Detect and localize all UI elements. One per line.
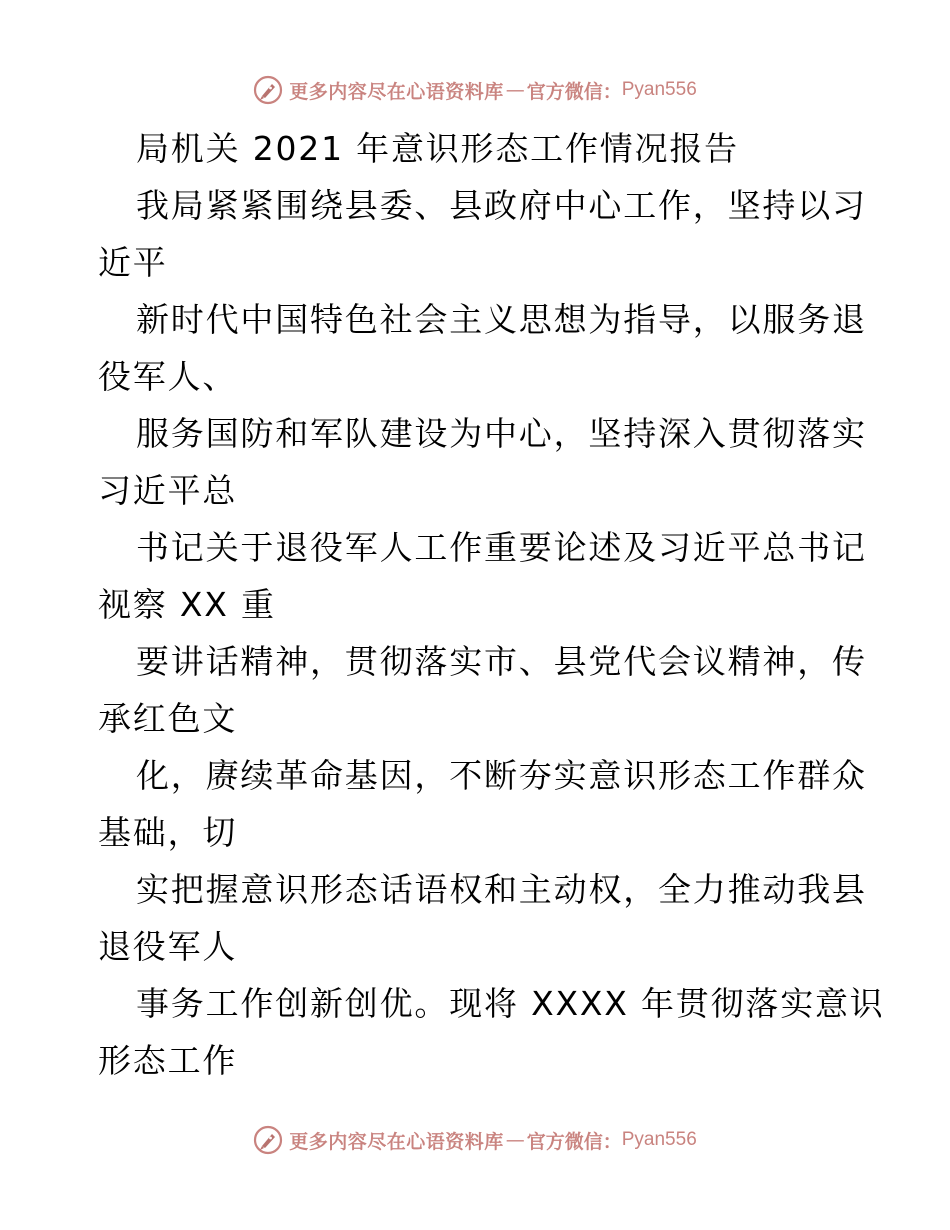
watermark-wechat-id: Pyan556 [621,1129,697,1150]
body-line: 退役军人 [98,927,238,966]
watermark-banner-bottom [0,1120,950,1160]
body-line: 形态工作 [98,1041,238,1080]
body-line: 事务工作创新创优。现将 XXXX 年贯彻落实意识 [136,984,885,1023]
body-line: 实把握意识形态话语权和主动权，全力推动我县 [136,870,867,909]
document-body [98,120,885,1089]
document-title: 局机关 2021 年意识形态工作情况报告 [136,129,739,168]
body-line: 近平 [98,243,168,282]
watermark-wechat-id: Pyan556 [621,79,697,100]
watermark-separator: — [505,79,525,101]
body-line: 役军人、 [98,357,238,396]
watermark-wechat-label: 官方微信： [526,80,622,103]
watermark-wechat-label: 官方微信： [526,1130,622,1153]
body-line: 我局紧紧围绕县委、县政府中心工作，坚持以习 [136,186,867,225]
watermark-brand-text: 更多内容尽在心语资料库 [289,80,504,103]
fountain-pen-logo-icon [253,75,283,105]
body-line: 要讲话精神，贯彻落实市、县党代会议精神，传 [136,642,867,681]
body-line: 新时代中国特色社会主义思想为指导，以服务退 [136,300,867,339]
body-line: 化，赓续革命基因，不断夯实意识形态工作群众 [136,756,867,795]
body-line: 习近平总 [98,471,238,510]
body-line: 视察 XX 重 [98,585,276,624]
body-line: 服务国防和军队建设为中心，坚持深入贯彻落实 [136,414,867,453]
watermark-brand-text: 更多内容尽在心语资料库 [289,1130,504,1153]
watermark-separator: — [505,1129,525,1151]
watermark-banner-top [0,70,950,110]
fountain-pen-logo-icon [253,1125,283,1155]
body-line: 书记关于退役军人工作重要论述及习近平总书记 [136,528,867,567]
body-line: 承红色文 [98,699,238,738]
body-line: 基础，切 [98,813,238,852]
